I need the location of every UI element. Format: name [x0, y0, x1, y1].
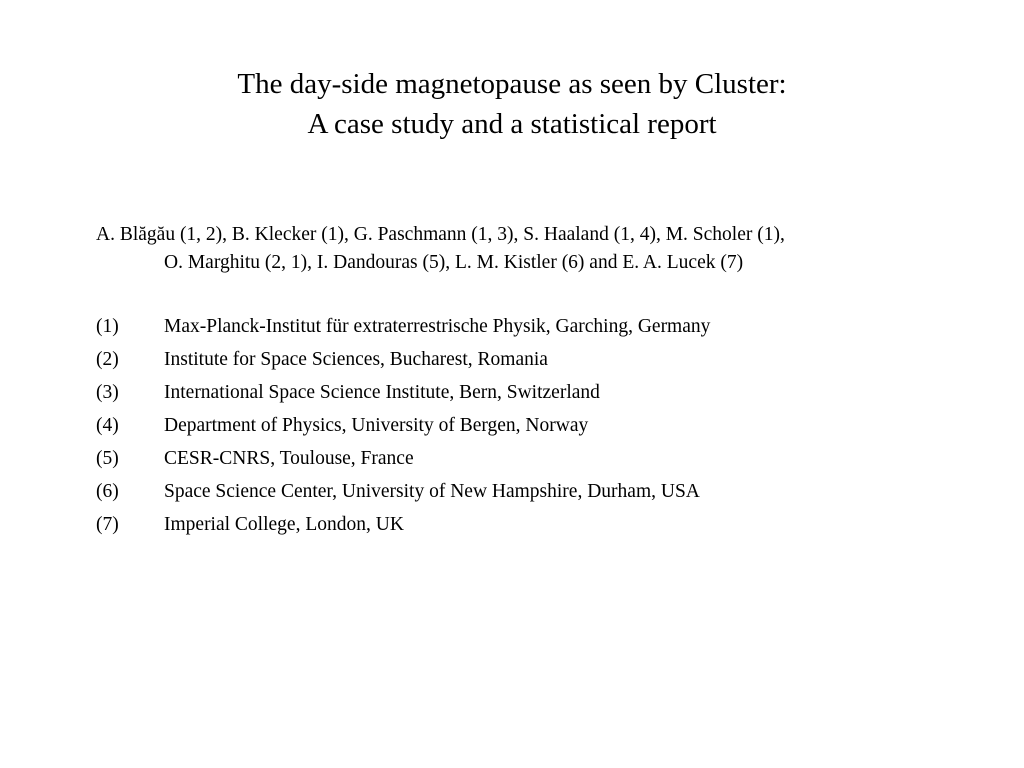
- slide-title: [0, 64, 1024, 144]
- affiliation-item: [96, 379, 956, 412]
- affiliation-text: Imperial College, London, UK: [164, 514, 404, 535]
- affiliation-number: (5): [96, 448, 119, 469]
- affiliation-item: [96, 412, 956, 445]
- affiliation-item: [96, 313, 956, 346]
- author-line-1: A. Blăgău (1, 2), B. Klecker (1), G. Paschmann (1, 3), S. Haaland (1, 4), M. Scholer (1),: [96, 224, 785, 245]
- affiliation-item: [96, 478, 956, 511]
- affiliation-number: (3): [96, 382, 119, 403]
- author-list: [96, 221, 956, 277]
- affiliation-number: (4): [96, 415, 119, 436]
- affiliation-number: (7): [96, 514, 119, 535]
- affiliation-item: [96, 511, 956, 544]
- affiliation-text: CESR-CNRS, Toulouse, France: [164, 448, 414, 469]
- author-line-2: O. Marghitu (2, 1), I. Dandouras (5), L. M. Kistler (6) and E. A. Lucek (7): [164, 252, 744, 273]
- affiliation-text: Institute for Space Sciences, Bucharest, Romania: [164, 349, 548, 370]
- affiliation-number: (2): [96, 349, 119, 370]
- affiliation-number: (1): [96, 316, 119, 337]
- affiliation-text: Department of Physics, University of Bergen, Norway: [164, 415, 589, 436]
- affiliation-item: [96, 346, 956, 379]
- affiliation-text: International Space Science Institute, Bern, Switzerland: [164, 382, 600, 403]
- affiliation-number: (6): [96, 481, 119, 502]
- affiliation-text: Space Science Center, University of New Hampshire, Durham, USA: [164, 481, 700, 502]
- title-line-1: The day-side magnetopause as seen by Cluster:: [237, 68, 787, 100]
- title-line-2: A case study and a statistical report: [307, 108, 717, 140]
- affiliation-item: [96, 445, 956, 478]
- affiliation-text: Max-Planck-Institut für extraterrestrische Physik, Garching, Germany: [164, 316, 711, 337]
- affiliation-list: [96, 313, 956, 544]
